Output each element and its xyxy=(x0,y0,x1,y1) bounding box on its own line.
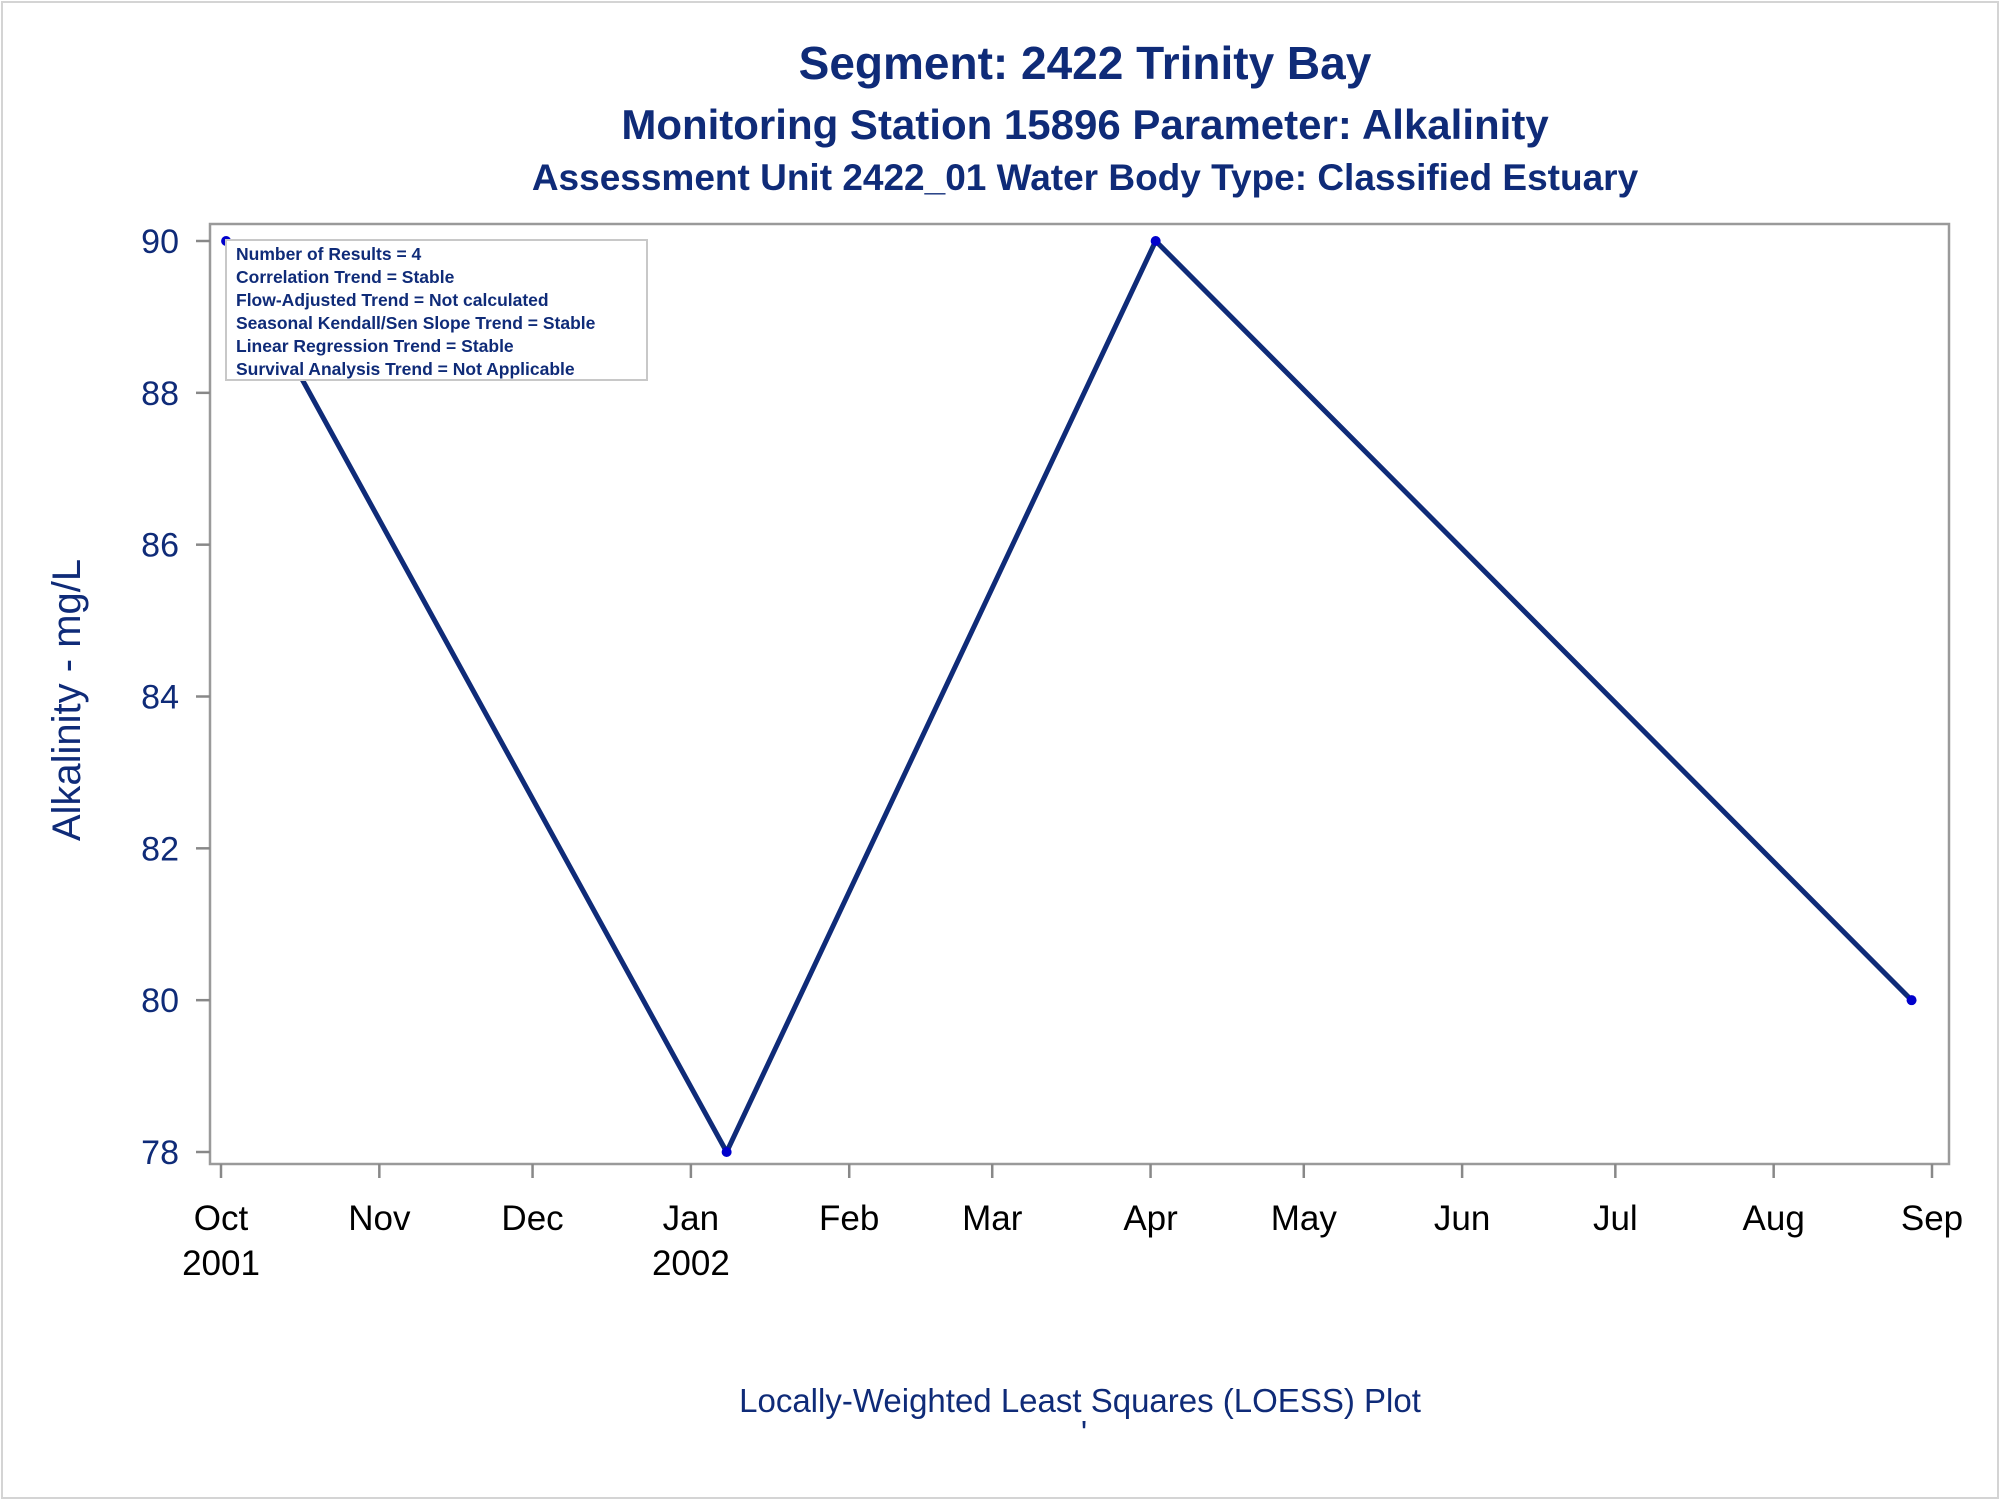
x-tick-label: Jan xyxy=(662,1199,720,1238)
y-tick-label: 86 xyxy=(141,526,179,565)
x-tick-label: Jul xyxy=(1592,1199,1638,1238)
x-tick-label: Apr xyxy=(1123,1199,1178,1238)
x-tick-label: Feb xyxy=(819,1199,880,1238)
x-tick-label: Nov xyxy=(348,1199,411,1238)
stats-inset-line: Linear Regression Trend = Stable xyxy=(236,336,514,356)
footer-mark: ' xyxy=(1080,1414,1088,1451)
y-tick-label: 88 xyxy=(141,374,179,413)
stats-inset-line: Number of Results = 4 xyxy=(236,244,422,264)
stats-inset-line: Flow-Adjusted Trend = Not calculated xyxy=(236,290,549,310)
y-tick-label: 80 xyxy=(141,982,179,1021)
x-tick-label: Aug xyxy=(1742,1199,1805,1238)
x-axis xyxy=(182,1164,1963,1283)
data-point xyxy=(722,1147,732,1157)
stats-inset-line: Correlation Trend = Stable xyxy=(236,267,455,287)
y-tick-label: 84 xyxy=(141,678,179,717)
x-tick-label: Dec xyxy=(501,1199,564,1238)
x-tick-label: Oct xyxy=(193,1199,249,1238)
stats-inset-line: Survival Analysis Trend = Not Applicable xyxy=(236,359,575,379)
x-tick-label: Sep xyxy=(1900,1199,1964,1238)
x-tick-year-label: 2002 xyxy=(651,1244,730,1283)
y-tick-label: 78 xyxy=(141,1134,179,1172)
x-tick-label: Mar xyxy=(962,1199,1023,1238)
y-tick-label: 82 xyxy=(141,830,179,869)
data-point xyxy=(1907,995,1917,1005)
x-tick-label: May xyxy=(1270,1199,1337,1238)
y-tick-label: 90 xyxy=(141,223,179,261)
x-tick-year-label: 2001 xyxy=(182,1244,260,1283)
y-axis-label: Alkalinity - mg/L xyxy=(45,558,89,842)
y-axis xyxy=(141,223,210,1172)
chart-subtitle: Monitoring Station 15896 Parameter: Alkalinity xyxy=(621,101,1549,148)
chart-subtitle-2: Assessment Unit 2422_01 Water Body Type: Classified Estuary xyxy=(531,157,1639,198)
data-point xyxy=(1151,236,1161,246)
stats-inset-line: Seasonal Kendall/Sen Slope Trend = Stable xyxy=(236,313,596,333)
footer-note: Locally-Weighted Least Squares (LOESS) Plot xyxy=(739,1382,1421,1419)
x-tick-label: Jun xyxy=(1433,1199,1491,1238)
chart-title: Segment: 2422 Trinity Bay xyxy=(798,37,1372,89)
